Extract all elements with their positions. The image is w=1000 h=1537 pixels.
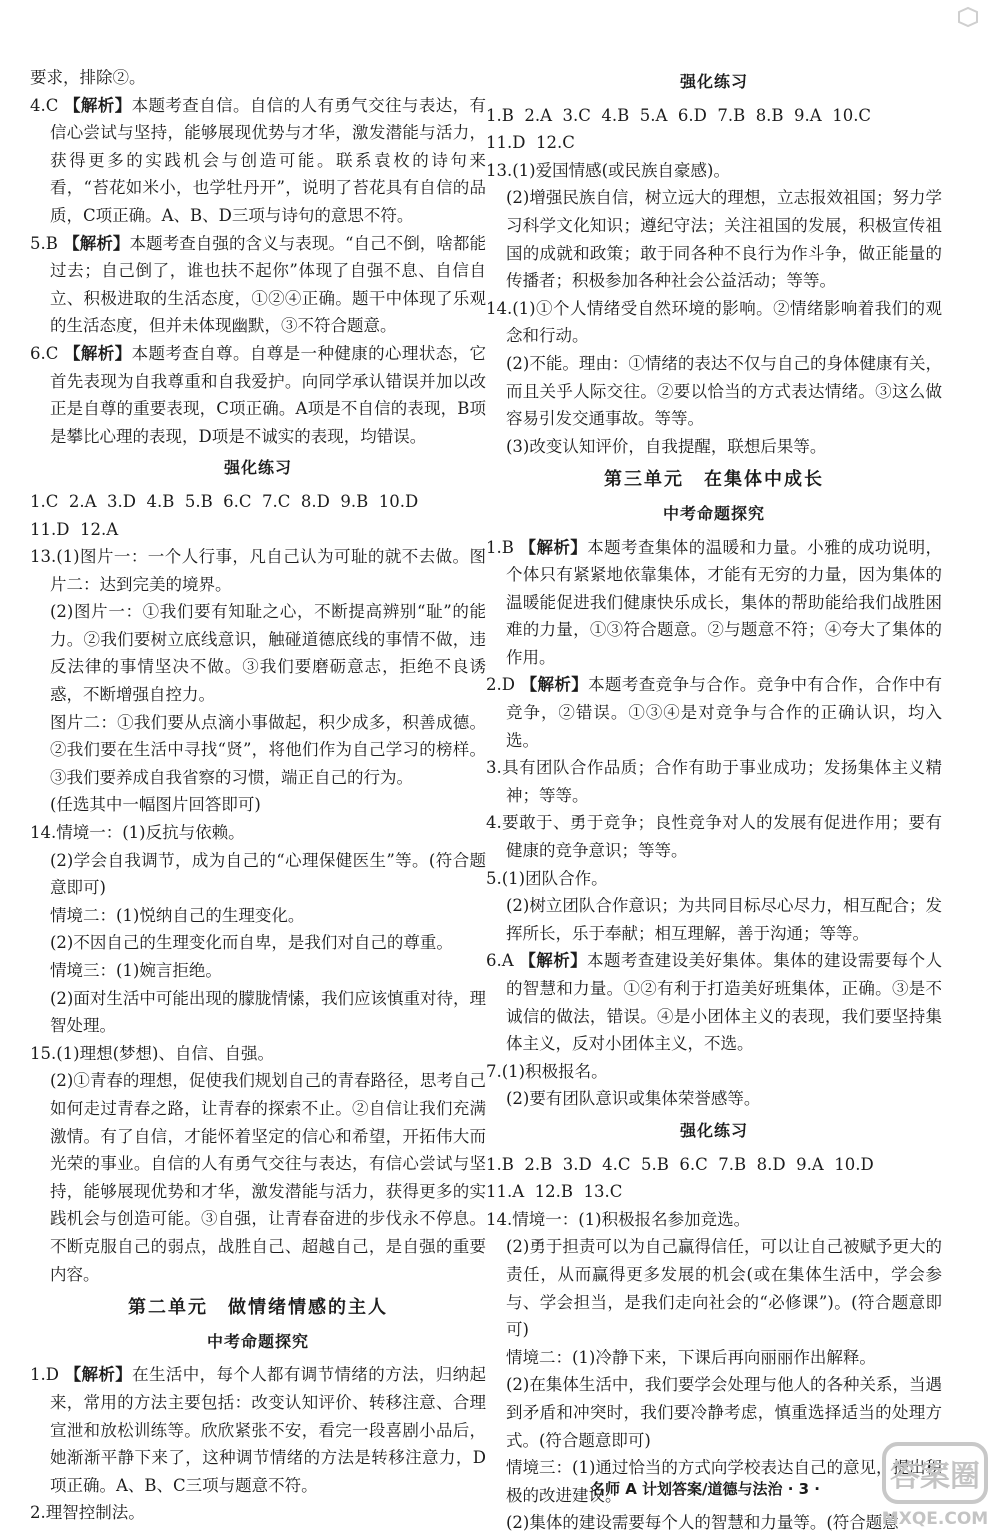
answer-subitem: (2)在集体生活中，我们要学会处理与他人的各种关系，当遇到矛盾和冲突时，我们要冷静考虑，慎重选择适当的处理方式。(符合题意即可): [506, 1375, 942, 1450]
answer-item: [486, 671, 942, 754]
svg-text:答案圈: 答案圈: [890, 1459, 980, 1494]
item-number: 4.C: [30, 95, 59, 115]
answer-subitem: (2)集体的建设需要每个人的智慧和力量等。(符合题意: [506, 1513, 899, 1533]
item-text: 本题考查自尊。自尊是一种健康的心理状态，它首先表现为自我尊重和自我爱护。向同学承认错误并加以改正是自尊的重要表现，C项正确。A项是不自信的表现，B项是攀比心理的表现，D项是不诚实的表现，均错误。: [50, 343, 487, 446]
answer-item: 14.情境一：(1)反抗与依赖。: [30, 823, 245, 843]
answer-subitem: (3)改变认知评价，自我提醒，联想后果等。: [506, 436, 827, 456]
answer-subitem: (2)树立团队合作意识；为共同目标尽心尽力，相互配合；发挥所长，乐于奉献；相互理解，善于沟通；等等。: [506, 896, 942, 943]
item-text: 本题考查建设美好集体。集体的建设需要每个人的智慧和力量。①②有利于打造美好班集体，正确。③是不诚信的做法，错误。④是小团体主义的表现，我们要坚持集体主义，反对小团体主义，不选。: [506, 951, 943, 1054]
answer-subitem: (2)要有团队意识或集体荣誉感等。: [506, 1089, 761, 1109]
answer-item: 4.要敢于、勇于竞争；良性竞争对人的发展有促进作用；要有健康的竞争意识；等等。: [486, 813, 942, 861]
answer-subitem: (2)学会自我调节，成为自己的“心理保健医生”等。(符合题意即可): [50, 850, 486, 898]
answer-item: 13.(1)图片一：一个人行事，凡自己认为可耻的就不去做。图片二：达到完美的境界。: [30, 547, 486, 594]
answer-key-row: 1.B 2.A 3.C 4.B 5.A 6.D 7.B 8.B 9.A 10.C: [486, 105, 872, 125]
section-heading: 强化练习: [679, 72, 748, 91]
answer-key-row: 11.A 12.B 13.C: [486, 1182, 623, 1202]
answer-subitem: (2)增强民族自信，树立远大的理想，立志报效祖国；努力学习科学文化知识；遵纪守法；关注祖国的发展，积极宣传祖国的成就和政策；敢于同各种不良行为作斗争，做正能量的传播者；积极参加各种社会公益活动；等等。: [506, 188, 942, 291]
answer-subitem: (2)面对生活中可能出现的朦胧情愫，我们应该慎重对待，理智处理。: [50, 988, 486, 1036]
answer-subitem: (2)不因自己的生理变化而自卑，是我们对自己的尊重。: [50, 933, 453, 953]
item-number: 6.C: [30, 343, 59, 363]
answer-item: 7.(1)积极报名。: [486, 1061, 608, 1081]
answer-subitem: (任选其中一幅图片回答即可): [50, 795, 261, 815]
answer-subitem: (2)不能。理由：①情绪的表达不仅与自己的身体健康有关，而且关乎人际交往。②要以恰当的方式表达情绪。③这么做容易引发交通事故。等等。: [506, 353, 942, 429]
answer-subitem: 情境三：(1)通过恰当的方式向学校表达自己的意见，提出积极的改进建议。: [506, 1458, 942, 1505]
unit-title: 第二单元 做情绪情感的主人: [128, 1297, 388, 1319]
corner-mark-icon: [956, 6, 980, 28]
analysis-tag: 【解析】: [64, 1365, 133, 1385]
answer-item: 15.(1)理想(梦想)、自信、自强。: [30, 1043, 274, 1063]
item-number: 6.A: [486, 951, 514, 971]
answer-subitem: (2)①青春的理想，促使我们规划自己的青春路径，思考自己如何走过青春之路，让青春的探索不止。②自信让我们充满激情。有了自信，才能怀着坚定的信心和希望，开拓伟大而光荣的事业。自信的人有勇气交往与表达，有信心尝试与坚持，能够展现优势和才华，激发潜能与活力，获得更多的实践机会与创造可能。③自强，让青春奋进的步伐永不停息。不断克服自己的弱点，战胜自己、超越自己，是自强的重要内容。: [50, 1071, 486, 1284]
answer-subitem: (2)勇于担责可以为自己赢得信任，可以让自己被赋予更大的责任，从而赢得更多发展的机会(或在集体生活中，学会参与、学会担当，是我们走向社会的“必修课”)。(符合题意即可): [506, 1237, 942, 1340]
analysis-tag: 【解析】: [519, 537, 588, 557]
answer-item: [486, 947, 942, 1057]
answer-item: 5.(1)团队合作。: [486, 868, 608, 888]
item-number: 2.D: [486, 675, 515, 695]
answer-subitem: 图片二：①我们要从点滴小事做起，积少成多，积善成德。②我们要在生活中寻找“贤”，将他们作为自己学习的榜样。③我们要养成自我省察的习惯，端正自己的行为。: [50, 712, 486, 787]
left-column: [30, 64, 486, 1527]
section-heading: 强化练习: [223, 458, 292, 478]
item-text: 本题考查自信。自信的人有勇气交往与表达，有信心尝试与坚持，能够展现优势与才华，激发潜能与活力，获得更多的实践机会与创造可能。联系袁枚的诗句来看，“苔花如米小，也学牡丹开”，说明了苔花具有自信的品质，C项正确。A、B、D三项与诗句的意思不符。: [50, 95, 487, 225]
item-number: 1.D: [30, 1365, 59, 1385]
analysis-tag: 【解析】: [520, 675, 589, 695]
unit-title: 第三单元 在集体中成长: [604, 469, 824, 491]
analysis-tag: 【解析】: [63, 233, 130, 253]
watermark-logo: [880, 1440, 990, 1530]
answer-subitem: 情境二：(1)冷静下来，下课后再向丽丽作出解释。: [506, 1347, 876, 1367]
answer-subitem: 情境二：(1)悦纳自己的生理变化。: [50, 905, 305, 925]
item-text: 本题考查集体的温暖和力量。小雅的成功说明，个体只有紧紧地依靠集体，才能有无穷的力量，因为集体的温暖能促进我们健康快乐成长，集体的帮助能给我们战胜困难的力量，①③符合题意。②与题意不符；④夸大了集体的作用。: [506, 537, 943, 667]
answer-item: [30, 1361, 486, 1499]
answer-item: [30, 92, 486, 230]
analysis-tag: 【解析】: [64, 95, 132, 115]
answer-item: 14.(1)①个人情绪受自然环境的影响。②情绪影响着我们的观念和行动。: [486, 298, 942, 346]
answer-key-row: 11.D 12.C: [486, 133, 575, 153]
section-heading: 强化练习: [679, 1120, 748, 1140]
item-number: 5.B: [30, 233, 58, 253]
item-number: 1.B: [486, 537, 514, 557]
item-text: 本题考查竞争与合作。竞争中有合作，合作中有竞争，②错误。①③④是对竞争与合作的正确认识，均入选。: [506, 675, 943, 750]
item-text: 本题考查自强的含义与表现。“自己不倒，啥都能过去；自己倒了，谁也扶不起你”体现了自强不息、自信自立、积极进取的生活态度，①②④正确。题干中体现了乐观的生活态度，但并未体现幽默，③不符合题意。: [50, 233, 487, 336]
analysis-tag: 【解析】: [519, 951, 588, 971]
answer-key-row: 1.C 2.A 3.D 4.B 5.B 6.C 7.C 8.D 9.B 10.D: [30, 491, 419, 511]
answer-key-row: 11.D 12.A: [30, 519, 119, 539]
answer-item: 3.具有团队合作品质；合作有助于事业成功；发扬集体主义精神；等等。: [486, 758, 942, 805]
answer-item: [486, 534, 942, 672]
item-text: 在生活中，每个人都有调节情绪的方法，归纳起来，常用的方法主要包括：改变认知评价、转移注意、合理宣泄和放松训练等。欣欣紧张不安，看完一段喜剧小品后，她渐渐平静下来了，这种调节情绪的方法是转移注意力，D项正确。A、B、C三项与题意不符。: [50, 1365, 487, 1495]
analysis-tag: 【解析】: [64, 343, 132, 363]
answer-key-row: 1.B 2.B 3.D 4.C 5.B 6.C 7.B 8.D 9.A 10.D: [486, 1154, 874, 1174]
answer-item: 14.情境一：(1)积极报名参加竞选。: [486, 1209, 751, 1229]
answer-item: [30, 230, 486, 340]
answer-item: 13.(1)爱国情感(或民族自豪感)。: [486, 160, 730, 180]
right-column: [486, 64, 942, 1537]
answer-line: 要求，排除②。: [30, 68, 146, 87]
answer-line: 2.理智控制法。: [30, 1503, 145, 1523]
answer-item: [30, 340, 486, 450]
section-heading: 中考命题探究: [206, 1331, 309, 1351]
svg-text:MXQE.COM: MXQE.COM: [881, 1509, 989, 1529]
answer-subitem: (2)图片一：①我们要有知耻之心，不断提高辨别“耻”的能力。②我们要树立底线意识，触碰道德底线的事情不做，违反法律的事情坚决不做。③我们要磨砺意志，拒绝不良诱惑，不断增强自控力。: [50, 602, 486, 705]
section-heading: 中考命题探究: [662, 503, 765, 523]
answer-subitem: 情境三：(1)婉言拒绝。: [50, 961, 222, 980]
page-footer: 名师 A 计划答案/道德与法治 · 3 ·: [589, 1480, 821, 1498]
